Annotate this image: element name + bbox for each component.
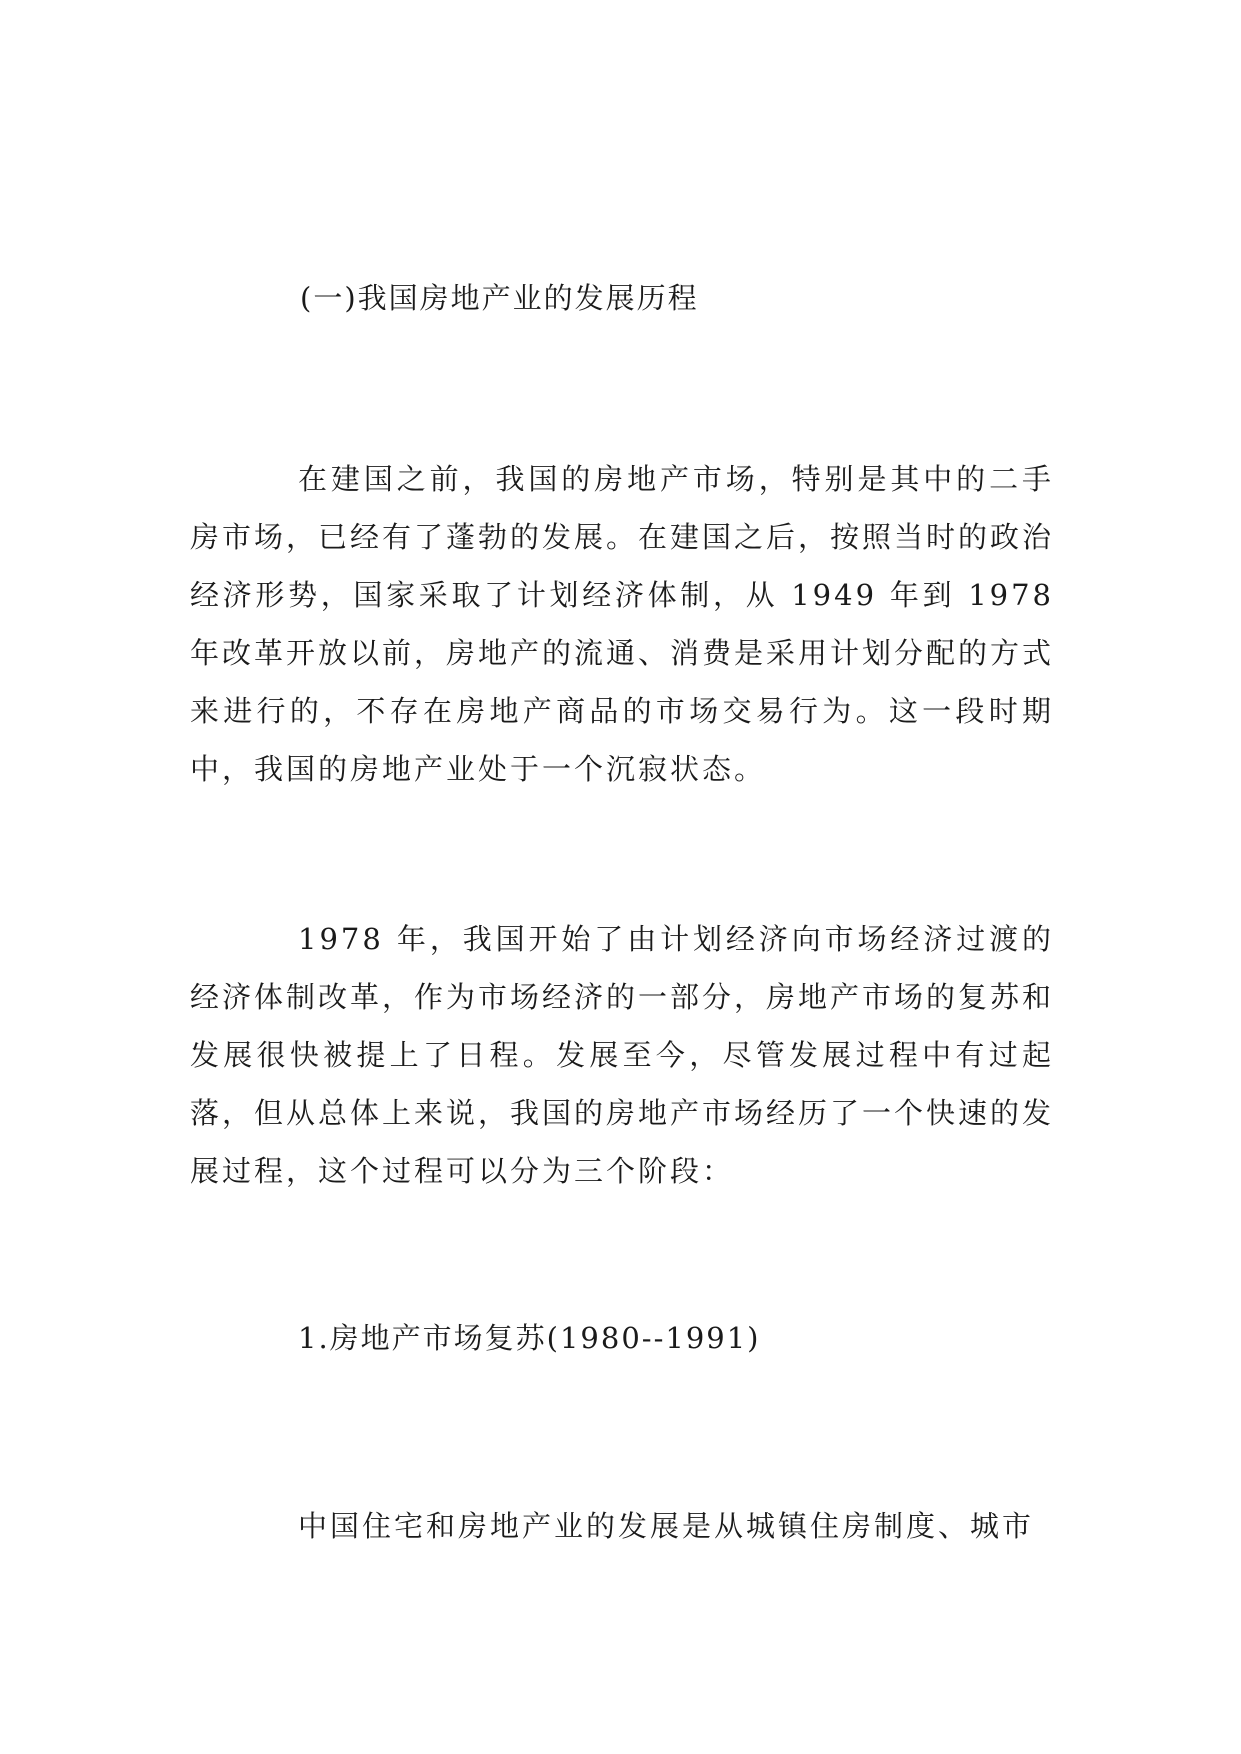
section-heading: (一)我国房地产业的发展历程 [300,281,699,315]
subsection-heading: 1.房地产市场复苏(1980--1991) [298,1321,761,1355]
paragraph-history-before-1978: 在建国之前，我国的房地产市场，特别是其中的二手房市场，已经有了蓬勃的发展。在建国之后，按照当时的政治经济形势，国家采取了计划经济体制，从 1949 年到 1978 年改革开放以前，房地产的流通、消费是采用计划分配的方式来进行的，不存在房地产商品的市场交易行为。这一段时期中，我国的房地产业处于一个沉寂状态。 [190,462,1055,786]
paragraph-housing-development: 中国住宅和房地产业的发展是从城镇住房制度、城市 [298,1509,1035,1543]
paragraph-reform-1978: 1978 年，我国开始了由计划经济向市场经济过渡的经济体制改革，作为市场经济的一部分，房地产市场的复苏和发展很快被提上了日程。发展至今，尽管发展过程中有过起落，但从总体上来说，我国的房地产市场经历了一个快速的发展过程，这个过程可以分为三个阶段： [190,922,1055,1188]
